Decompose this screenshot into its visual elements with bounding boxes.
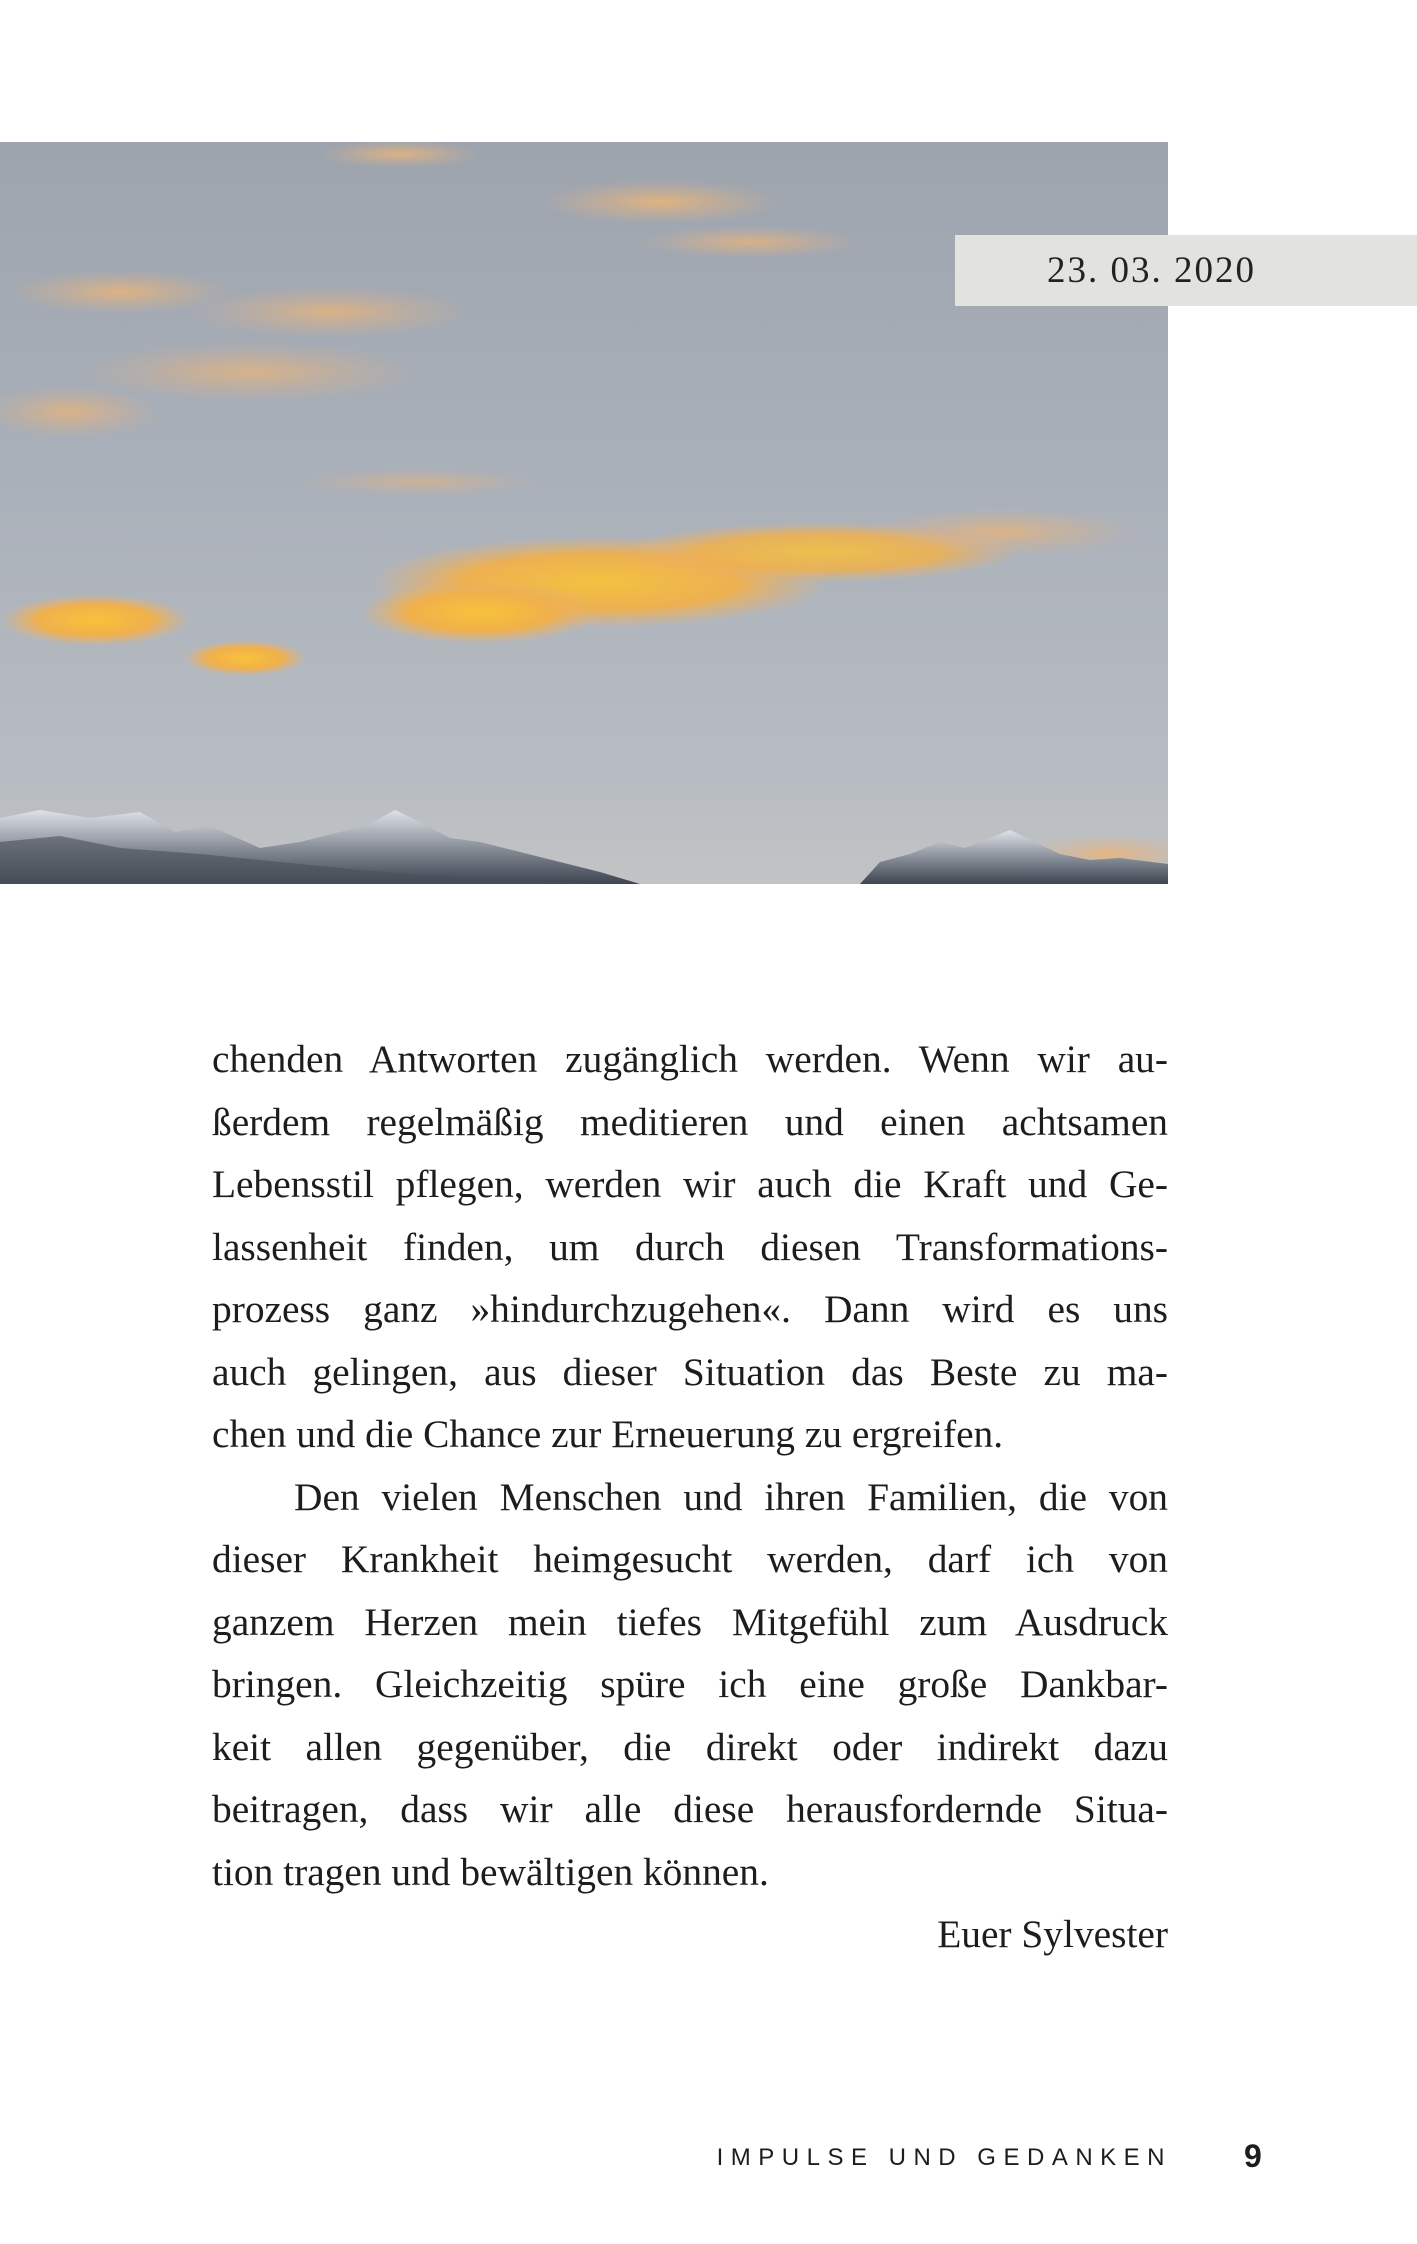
page-number: 9 [1244,2138,1262,2174]
text-line: auch gelingen, aus dieser Situation das Beste zu ma- [212,1349,1168,1394]
date-tab [955,235,1417,306]
text-line: dieser Krankheit heimgesucht werden, darf ich von [212,1537,1168,1581]
date-label: 23. 03. 2020 [1047,250,1256,291]
text-line: ßerdem regelmäßig meditieren und einen achtsamen [212,1099,1168,1144]
text-line: Den vielen Menschen und ihren Familien, die von [294,1474,1168,1519]
signature: Euer Sylvester [937,1912,1168,1956]
text-line: bringen. Gleichzeitig spüre ich eine große Dankbar- [212,1662,1168,1706]
text-line: ganzem Herzen mein tiefes Mitgefühl zum Ausdruck [212,1599,1168,1644]
text-line: chen und die Chance zur Erneuerung zu ergreifen. [212,1412,1004,1456]
footer-title: IMPULSE UND GEDANKEN [716,2144,1172,2171]
text-line: Lebensstil pflegen, werden wir auch die Kraft und Ge- [212,1162,1168,1206]
text-line: tion tragen und bewältigen können. [212,1849,769,1894]
text-line: beitragen, dass wir alle diese herausfordernde Situa- [212,1787,1168,1831]
body-text [212,1028,1168,1966]
text-line: prozess ganz »hindurchzugehen«. Dann wird es uns [212,1287,1168,1331]
text-line: keit allen gegenüber, die direkt oder indirekt dazu [212,1724,1168,1769]
text-line: chenden Antworten zugänglich werden. Wenn wir au- [212,1037,1168,1081]
text-line: lassenheit finden, um durch diesen Transformations- [212,1224,1168,1269]
page-footer [0,2138,1417,2178]
